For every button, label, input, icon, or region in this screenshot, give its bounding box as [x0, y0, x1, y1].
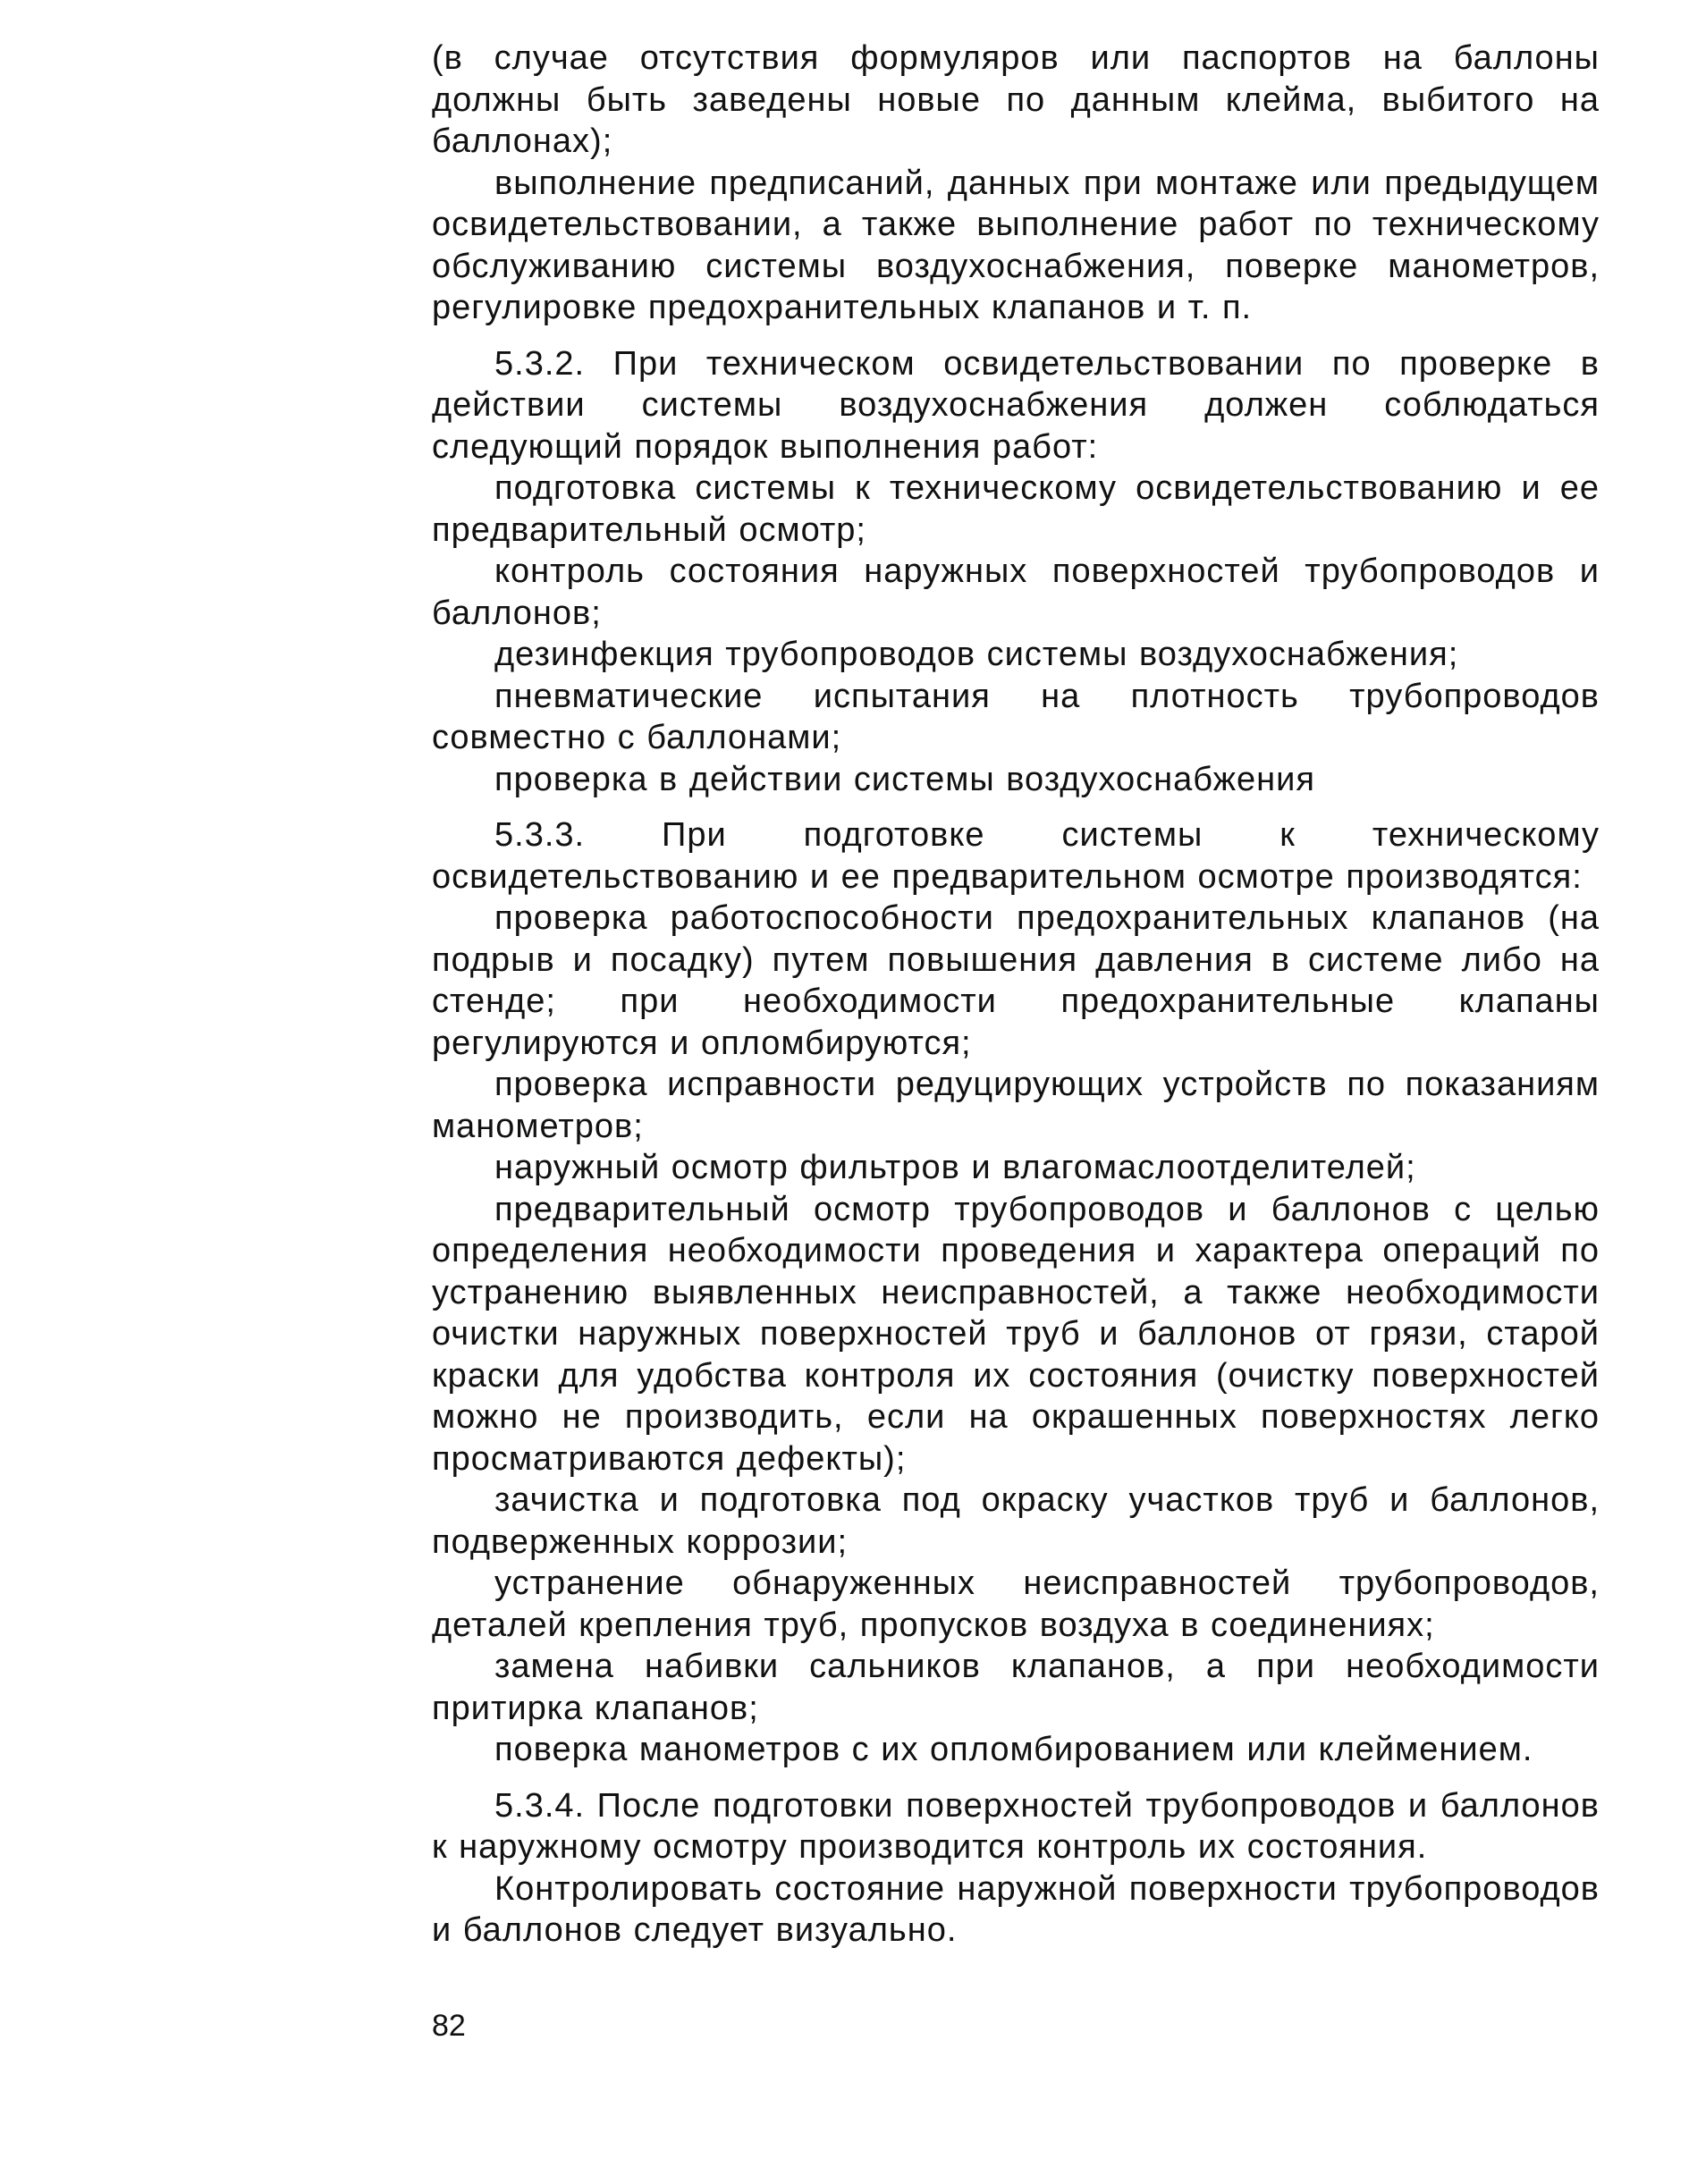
paragraph-section-5-3-2: 5.3.2. При техническом освидетельствовании по проверке в действии системы воздухоснабжения должен соблюдаться следующий порядок выполнения работ:: [432, 344, 1600, 466]
paragraph-passports-note: (в случае отсутствия формуляров или паспортов на баллоны должны быть заведены новые по данным клейма, выбитого на баллонах);: [432, 39, 1600, 160]
page-body: [432, 38, 1600, 1952]
list-item-operation-check: проверка в действии системы воздухоснабжения: [494, 760, 1315, 798]
page-number: 82: [432, 2009, 466, 2043]
list-item-manometer-calibration: поверка манометров с их опломбированием или клеймением.: [494, 1731, 1533, 1768]
list-item-gland-packing: замена набивки сальников клапанов, а при необходимости притирка клапанов;: [432, 1648, 1600, 1727]
list-item-reducing-devices: проверка исправности редуцирующих устройств по показаниям манометров;: [432, 1066, 1600, 1145]
paragraph-visual-control: Контролировать состояние наружной поверхности трубопроводов и баллонов следует визуально.: [432, 1869, 1600, 1949]
list-item-filters-inspection: наружный осмотр фильтров и влагомаслоотделителей;: [494, 1149, 1416, 1186]
list-item-preliminary-inspection: предварительный осмотр трубопроводов и баллонов с целью определения необходимости проведения и характера операций по устранению выявленных неисправностей, а также необходимости очистки наружных поверхностей труб и баллонов от грязи, старой краски для удобства контроля их состояния (очистку поверхностей можно не производить, если на окрашенных поверхностях легко просматриваются дефекты);: [432, 1190, 1600, 1478]
list-item-preparation: подготовка системы к техническому освидетельствованию и ее предварительный осмотр;: [432, 469, 1600, 549]
list-item-pneumatic-tests: пневматические испытания на плотность трубопроводов совместно с баллонами;: [432, 677, 1600, 756]
paragraph-prescriptions: выполнение предписаний, данных при монтаже или предыдущем освидетельствовании, а также выполнение работ по техническому обслуживанию системы воздухоснабжения, поверке манометров, регулировке предохранительных клапанов и т. п.: [432, 164, 1600, 326]
list-item-disinfection: дезинфекция трубопроводов системы воздухоснабжения;: [494, 636, 1459, 673]
list-item-fault-elimination: устранение обнаруженных неисправностей трубопроводов, деталей крепления труб, пропусков воздуха в соединениях;: [432, 1564, 1600, 1644]
list-item-safety-valves: проверка работоспособности предохранительных клапанов (на подрыв и посадку) путем повышения давления в системе либо на стенде; при необходимости предохранительные клапаны регулируются и опломбируются;: [432, 899, 1600, 1062]
list-item-corrosion-cleaning: зачистка и подготовка под окраску участков труб и баллонов, подверженных коррозии;: [432, 1481, 1600, 1561]
list-item-surface-control: контроль состояния наружных поверхностей трубопроводов и баллонов;: [432, 552, 1600, 632]
paragraph-section-5-3-4: 5.3.4. После подготовки поверхностей трубопроводов и баллонов к наружному осмотру производится контроль их состояния.: [432, 1786, 1600, 1866]
paragraph-section-5-3-3: 5.3.3. При подготовке системы к техническому освидетельствованию и ее предварительном осмотре производятся:: [432, 816, 1600, 896]
